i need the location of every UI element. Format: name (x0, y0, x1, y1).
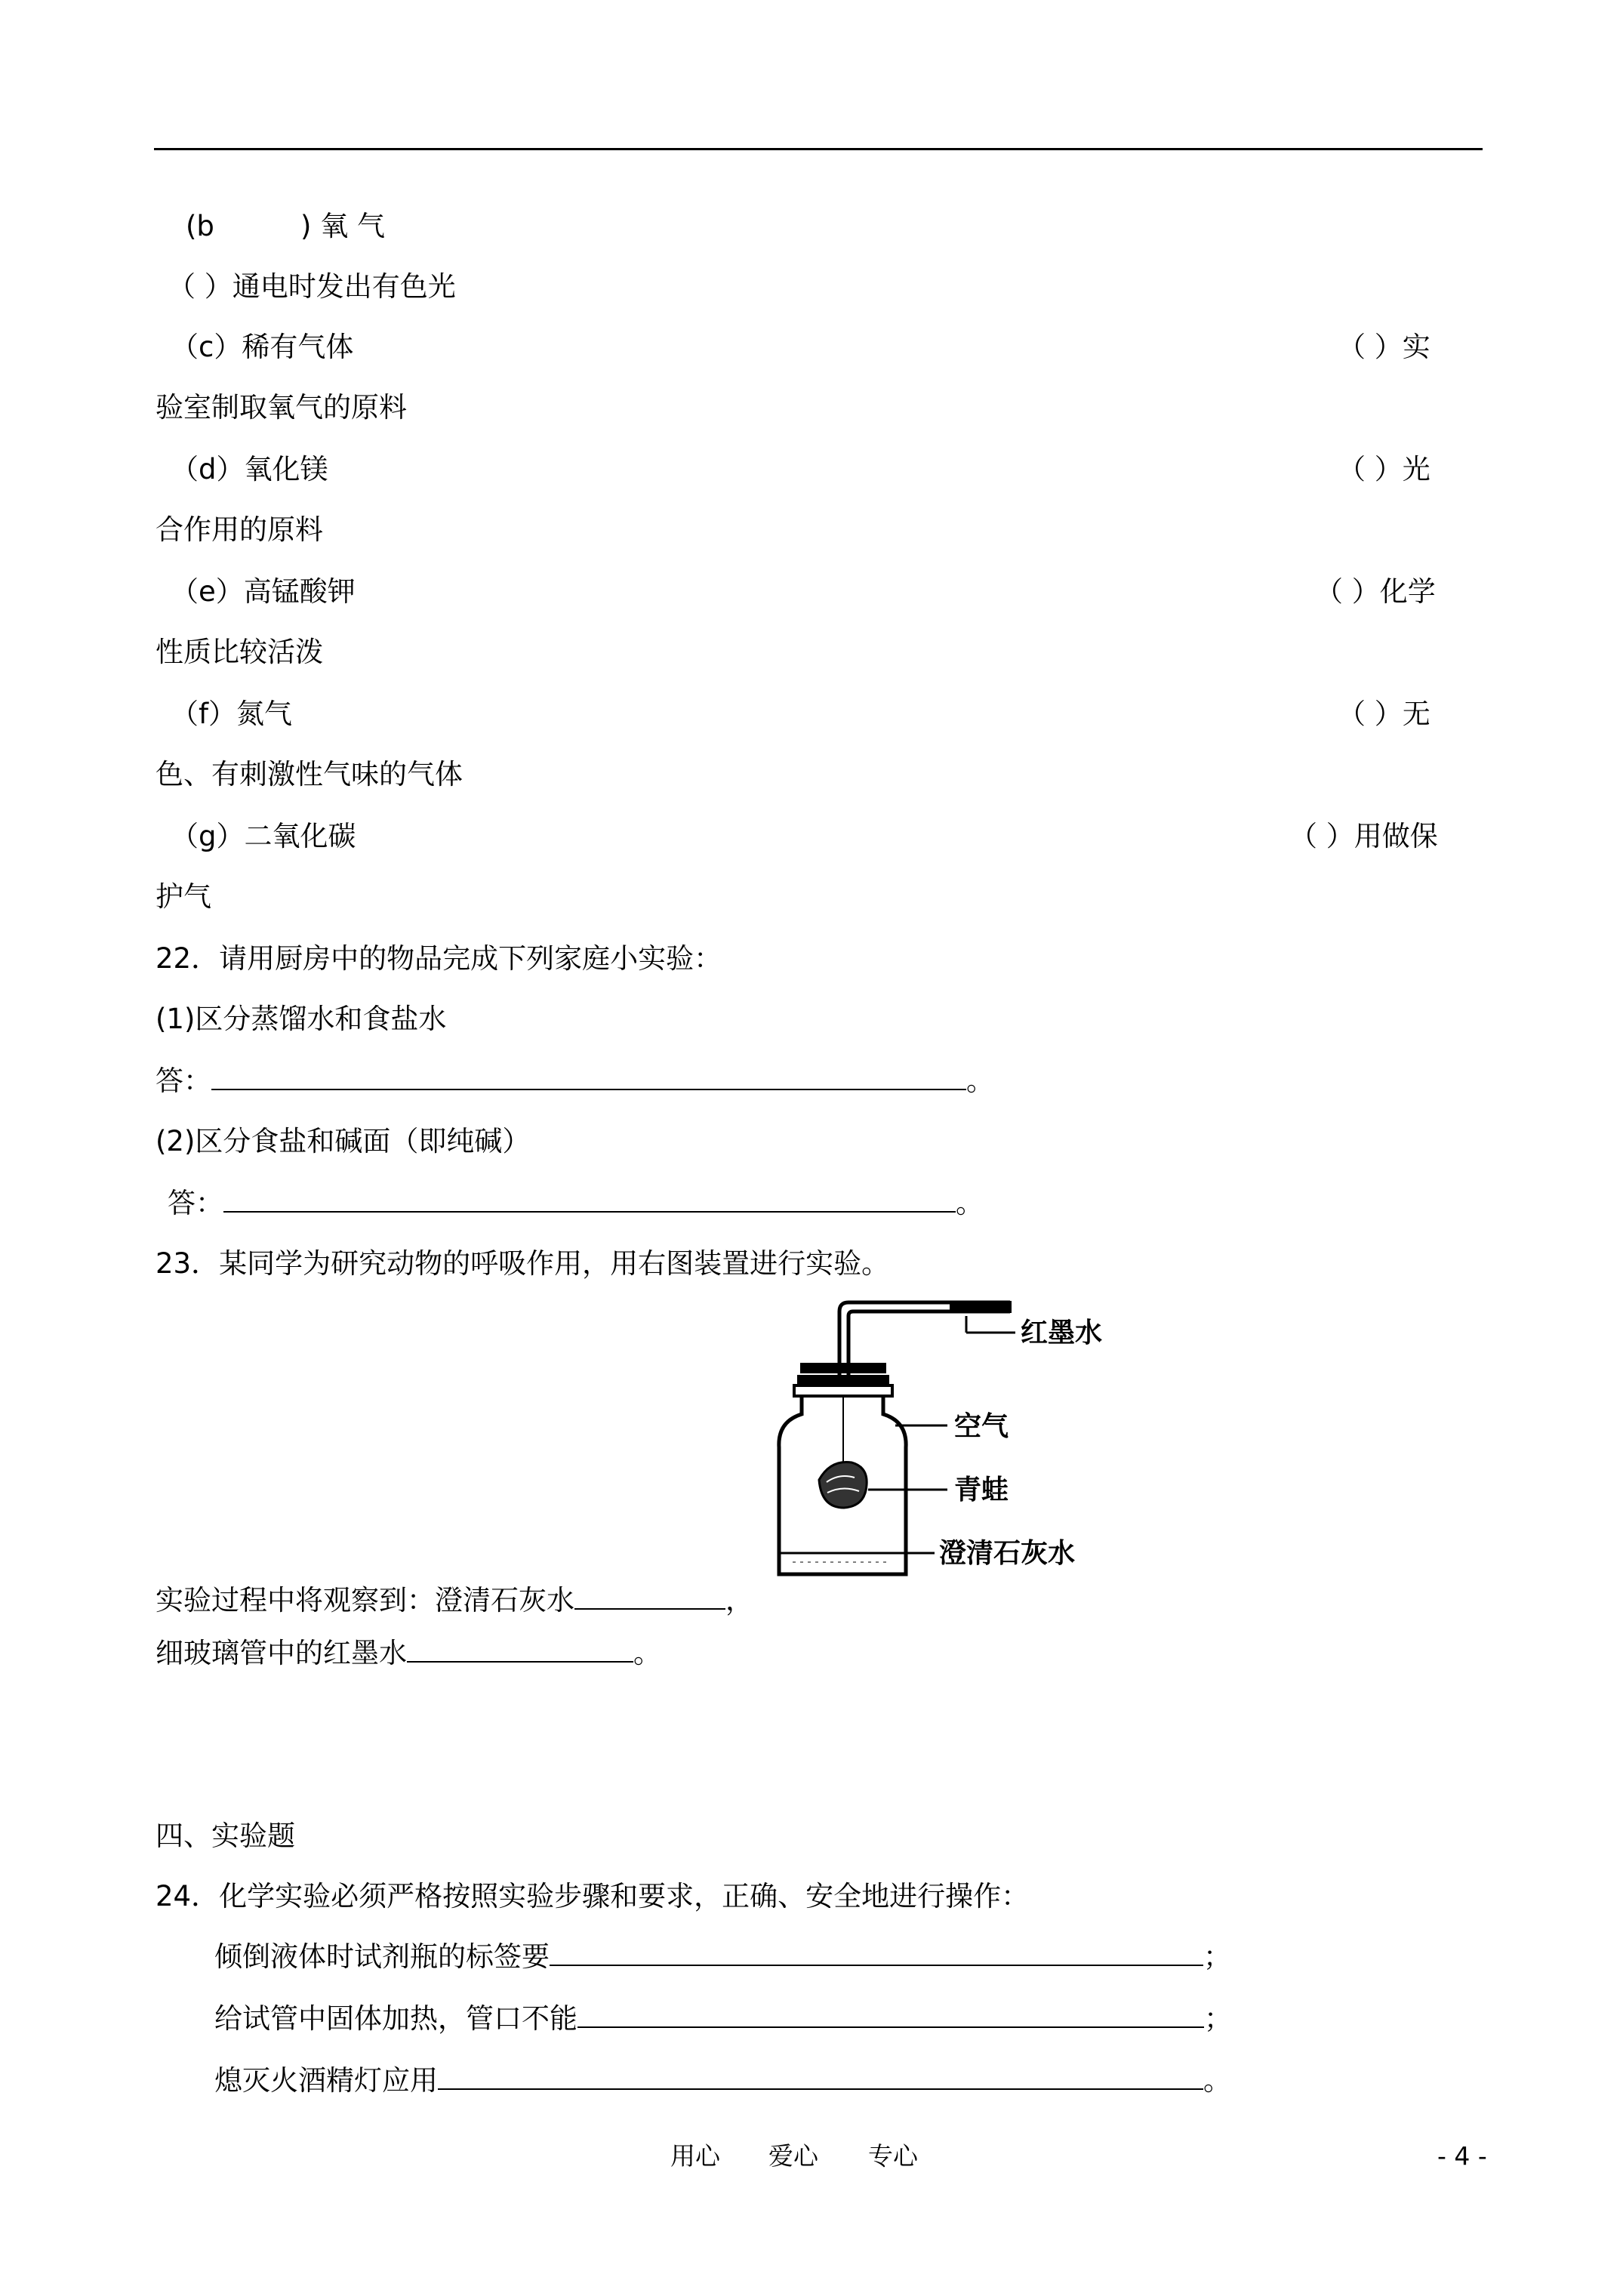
q22-answer2-end: 。 (956, 1187, 984, 1219)
q23-obs1-blank[interactable] (574, 1586, 725, 1610)
match-c-left: （c）稀有气体 (171, 331, 354, 363)
footer-motto-3: 专心 (868, 2141, 918, 2171)
match-e-right: （ ）化学 (1315, 575, 1436, 608)
match-e-left: （e）高锰酸钾 (171, 575, 356, 608)
q24-line2-text: 给试管中固体加热，管口不能 (214, 2002, 577, 2035)
q22-part1: (1)区分蒸馏水和食盐水 (156, 1003, 447, 1035)
q24-line2-end: ； (1204, 2002, 1232, 2035)
ink-drop (950, 1302, 1010, 1311)
q22-title: 22．请用厨房中的物品完成下列家庭小实验： (156, 942, 722, 975)
q24-line1 (214, 1940, 1231, 1974)
match-d-right: （ ）光 (1338, 453, 1431, 485)
q24-line3-end: 。 (1203, 2064, 1231, 2097)
match-f-cont: 色、有刺激性气味的气体 (156, 758, 463, 791)
label-frog: 青蛙 (954, 1475, 1009, 1505)
match-g-cont: 护气 (156, 880, 211, 913)
match-e-cont: 性质比较活泼 (156, 636, 323, 668)
match-f-left: （f）氮气 (171, 698, 293, 730)
match-f-right: （ ）无 (1338, 698, 1431, 730)
q24-line3 (214, 2064, 1231, 2097)
q22-answer2 (168, 1187, 984, 1220)
match-d-cont: 合作用的原料 (156, 513, 323, 546)
label-ink: 红墨水 (1021, 1318, 1103, 1348)
q23-title: 23．某同学为研究动物的呼吸作用，用右图装置进行实验。 (156, 1247, 890, 1280)
label-lime-water: 澄清石灰水 (939, 1538, 1076, 1569)
q24-line1-end: ； (1203, 1940, 1231, 1973)
section4-heading: 四、实验题 (156, 1820, 295, 1852)
footer-motto-2: 爱心 (768, 2141, 818, 2171)
q22-answer1-blank[interactable] (211, 1066, 966, 1090)
page-number: - 4 - (1437, 2141, 1487, 2171)
q24-line1-blank[interactable] (550, 1942, 1203, 1966)
q23-obs2-end: 。 (633, 1637, 661, 1669)
stopper-mid (797, 1375, 889, 1385)
match-b-line2: （ ）通电时发出有色光 (168, 270, 456, 303)
q23-observation1 (156, 1584, 753, 1617)
q23-obs1-text: 实验过程中将观察到：澄清石灰水 (156, 1584, 574, 1616)
match-g-left: （g）二氧化碳 (171, 820, 356, 852)
q22-answer2-label: 答： (168, 1187, 223, 1219)
match-g-right: （ ）用做保 (1289, 820, 1438, 852)
match-b-left: (b (186, 210, 214, 242)
stopper-bottom (794, 1385, 892, 1396)
stopper-top (800, 1363, 886, 1373)
q23-obs2-text: 细玻璃管中的红墨水 (156, 1637, 407, 1669)
q24-title: 24．化学实验必须严格按照实验步骤和要求，正确、安全地进行操作： (156, 1880, 1030, 1912)
label-air: 空气 (954, 1411, 1009, 1442)
q24-line3-text: 熄灭火酒精灯应用 (214, 2064, 438, 2097)
header-rule (154, 148, 1483, 150)
q23-obs2-blank[interactable] (407, 1638, 633, 1663)
frog (819, 1462, 867, 1508)
match-c-cont: 验室制取氧气的原料 (156, 391, 407, 424)
q24-line1-text: 倾倒液体时试剂瓶的标签要 (214, 1940, 550, 1973)
q23-obs1-end: ， (725, 1584, 753, 1616)
match-d-left: （d）氧化镁 (171, 453, 328, 485)
q22-part2: (2)区分食盐和碱面（即纯碱） (156, 1125, 531, 1157)
q22-answer1-end: 。 (966, 1065, 994, 1097)
match-c-right: （ ）实 (1338, 331, 1431, 363)
footer-motto-1: 用心 (670, 2141, 720, 2171)
frog-respiration-apparatus (755, 1287, 1117, 1586)
q22-answer1-label: 答： (156, 1065, 211, 1097)
q22-answer2-blank[interactable] (223, 1188, 956, 1213)
q23-observation2 (156, 1637, 661, 1670)
q24-line2-blank[interactable] (577, 2004, 1204, 2028)
match-b-right: ) 氧 气 (300, 210, 385, 242)
q22-answer1 (156, 1065, 994, 1098)
q24-line2 (214, 2002, 1232, 2036)
q24-line3-blank[interactable] (438, 2066, 1203, 2090)
